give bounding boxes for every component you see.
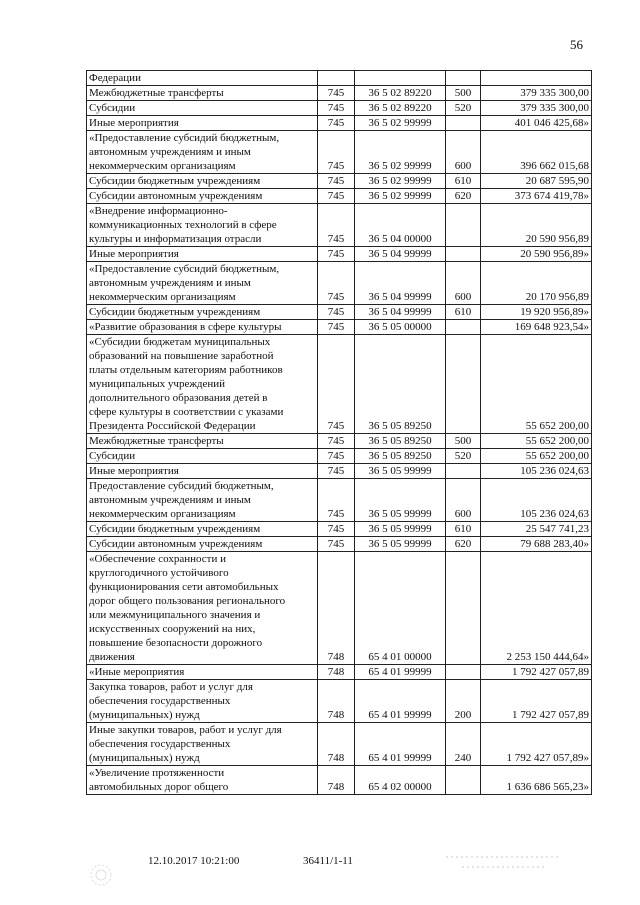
row-article-cell: 36 5 02 99999 <box>355 189 446 204</box>
table-row <box>87 116 592 131</box>
row-code-cell: 745 <box>318 434 355 449</box>
row-type-cell: 240 <box>446 723 481 766</box>
table-row <box>87 680 592 723</box>
row-type-cell: 610 <box>446 522 481 537</box>
table-row <box>87 320 592 335</box>
row-type-cell: 600 <box>446 479 481 522</box>
row-article-cell: 36 5 02 99999 <box>355 174 446 189</box>
row-article-cell: 36 5 05 99999 <box>355 479 446 522</box>
table-row <box>87 174 592 189</box>
table-row <box>87 335 592 434</box>
row-code-cell: 745 <box>318 101 355 116</box>
row-code-cell: 745 <box>318 305 355 320</box>
row-code-cell: 745 <box>318 189 355 204</box>
row-name-cell: Федерации <box>87 71 318 86</box>
row-code-cell: 748 <box>318 665 355 680</box>
row-type-cell: 610 <box>446 305 481 320</box>
table-row <box>87 537 592 552</box>
row-type-cell <box>446 552 481 665</box>
row-name-cell: Предоставление субсидий бюджетным, автономным учреждениям и иным некоммерческим организациям <box>87 479 318 522</box>
row-name-cell: Закупка товаров, работ и услуг для обеспечения государственных (муниципальных) нужд <box>87 680 318 723</box>
row-code-cell: 745 <box>318 537 355 552</box>
row-code-cell: 748 <box>318 723 355 766</box>
table-row <box>87 189 592 204</box>
budget-table <box>86 70 592 795</box>
row-code-cell: 745 <box>318 479 355 522</box>
row-code-cell: 745 <box>318 262 355 305</box>
row-name-cell: «Развитие образования в сфере культуры <box>87 320 318 335</box>
row-name-cell: Иные мероприятия <box>87 116 318 131</box>
table-row <box>87 71 592 86</box>
row-article-cell: 36 5 05 99999 <box>355 537 446 552</box>
row-name-cell: «Иные мероприятия <box>87 665 318 680</box>
row-amount-cell: 2 253 150 444,64» <box>481 552 592 665</box>
row-code-cell: 745 <box>318 522 355 537</box>
row-code-cell: 745 <box>318 335 355 434</box>
row-code-cell: 745 <box>318 464 355 479</box>
row-amount-cell: 55 652 200,00 <box>481 434 592 449</box>
table-row <box>87 434 592 449</box>
row-article-cell: 36 5 02 99999 <box>355 116 446 131</box>
row-article-cell: 65 4 01 00000 <box>355 552 446 665</box>
row-name-cell: Субсидии бюджетным учреждениям <box>87 305 318 320</box>
row-article-cell: 36 5 02 89220 <box>355 86 446 101</box>
row-type-cell: 610 <box>446 174 481 189</box>
table-row <box>87 262 592 305</box>
table-row <box>87 522 592 537</box>
footer-timestamp-block <box>148 855 277 867</box>
row-amount-cell: 19 920 956,89» <box>481 305 592 320</box>
row-amount-cell: 169 648 923,54» <box>481 320 592 335</box>
row-amount-cell: 55 652 200,00 <box>481 449 592 464</box>
row-amount-cell: 20 590 956,89» <box>481 247 592 262</box>
row-code-cell: 745 <box>318 131 355 174</box>
row-type-cell: 500 <box>446 86 481 101</box>
row-amount-cell <box>481 71 592 86</box>
footer-timestamp: 12.10.2017 10:21:00 <box>148 855 240 867</box>
row-code-cell: 745 <box>318 204 355 247</box>
row-article-cell: 36 5 05 99999 <box>355 522 446 537</box>
table-row <box>87 665 592 680</box>
table-row <box>87 766 592 795</box>
row-article-cell: 36 5 04 99999 <box>355 247 446 262</box>
row-amount-cell: 373 674 419,78» <box>481 189 592 204</box>
table-row <box>87 247 592 262</box>
row-amount-cell: 25 547 741,23 <box>481 522 592 537</box>
row-type-cell: 500 <box>446 434 481 449</box>
table-row <box>87 101 592 116</box>
row-name-cell: Субсидии <box>87 101 318 116</box>
row-type-cell: 200 <box>446 680 481 723</box>
row-amount-cell: 1 792 427 057,89 <box>481 665 592 680</box>
row-article-cell: 36 5 04 99999 <box>355 262 446 305</box>
row-name-cell: Субсидии бюджетным учреждениям <box>87 522 318 537</box>
table-row <box>87 305 592 320</box>
row-amount-cell: 20 170 956,89 <box>481 262 592 305</box>
faint-stamp-mark <box>88 862 114 888</box>
row-name-cell: Субсидии бюджетным учреждениям <box>87 174 318 189</box>
row-amount-cell: 1 636 686 565,23» <box>481 766 592 795</box>
row-amount-cell: 379 335 300,00 <box>481 101 592 116</box>
row-name-cell: Иные мероприятия <box>87 247 318 262</box>
row-code-cell: 748 <box>318 766 355 795</box>
table-row <box>87 86 592 101</box>
row-amount-cell: 1 792 427 057,89» <box>481 723 592 766</box>
table-row <box>87 464 592 479</box>
row-article-cell: 36 5 05 00000 <box>355 320 446 335</box>
row-type-cell <box>446 204 481 247</box>
table-row <box>87 131 592 174</box>
row-amount-cell: 20 590 956,89 <box>481 204 592 247</box>
page-number: 56 <box>570 37 583 52</box>
row-code-cell: 745 <box>318 320 355 335</box>
row-amount-cell: 79 688 283,40» <box>481 537 592 552</box>
row-article-cell: 65 4 02 00000 <box>355 766 446 795</box>
row-name-cell: Иные мероприятия <box>87 464 318 479</box>
row-article-cell <box>355 71 446 86</box>
row-article-cell: 36 5 02 89220 <box>355 101 446 116</box>
row-name-cell: Межбюджетные трансферты <box>87 434 318 449</box>
row-name-cell: «Субсидии бюджетам муниципальных образований на повышение заработной платы отдельным категориям работников муниципальных учреждений дополнительного образования детей в сфере культуры в соответствии с указами Президента Российской Федерации <box>87 335 318 434</box>
row-name-cell: Межбюджетные трансферты <box>87 86 318 101</box>
row-name-cell: «Обеспечение сохранности и круглогодичного устойчивого функционирования сети автомобильных дорог общего пользования регионального или межмуниципального значения и искусственных сооружений на них, повышение безопасности дорожного движения <box>87 552 318 665</box>
row-name-cell: Субсидии автономным учреждениям <box>87 537 318 552</box>
row-article-cell: 36 5 04 00000 <box>355 204 446 247</box>
row-type-cell: 620 <box>446 189 481 204</box>
row-amount-cell: 105 236 024,63 <box>481 479 592 522</box>
row-type-cell <box>446 320 481 335</box>
row-amount-cell: 396 662 015,68 <box>481 131 592 174</box>
row-code-cell: 745 <box>318 247 355 262</box>
table-row <box>87 449 592 464</box>
row-article-cell: 65 4 01 99999 <box>355 680 446 723</box>
row-type-cell <box>446 247 481 262</box>
row-type-cell <box>446 71 481 86</box>
row-article-cell: 36 5 05 99999 <box>355 464 446 479</box>
row-name-cell: «Увеличение протяженности автомобильных дорог общего <box>87 766 318 795</box>
row-name-cell: «Предоставление субсидий бюджетным, автономным учреждениям и иным некоммерческим организациям <box>87 262 318 305</box>
row-article-cell: 65 4 01 99999 <box>355 723 446 766</box>
row-type-cell <box>446 665 481 680</box>
row-amount-cell: 401 046 425,68» <box>481 116 592 131</box>
row-code-cell <box>318 71 355 86</box>
row-code-cell: 745 <box>318 86 355 101</box>
row-amount-cell: 55 652 200,00 <box>481 335 592 434</box>
row-amount-cell: 1 792 427 057,89 <box>481 680 592 723</box>
row-name-cell: «Предоставление субсидий бюджетным, автономным учреждениям и иным некоммерческим организациям <box>87 131 318 174</box>
faint-watermark <box>442 852 562 874</box>
row-type-cell <box>446 335 481 434</box>
row-amount-cell: 20 687 595,90 <box>481 174 592 189</box>
row-article-cell: 36 5 05 89250 <box>355 434 446 449</box>
footer-doc-code: 36411/1-11 <box>303 855 353 867</box>
row-code-cell: 745 <box>318 449 355 464</box>
table-row <box>87 552 592 665</box>
row-name-cell: Субсидии <box>87 449 318 464</box>
row-type-cell <box>446 116 481 131</box>
table-row <box>87 204 592 247</box>
table-row <box>87 479 592 522</box>
row-code-cell: 748 <box>318 680 355 723</box>
row-amount-cell: 105 236 024,63 <box>481 464 592 479</box>
row-article-cell: 36 5 04 99999 <box>355 305 446 320</box>
row-code-cell: 748 <box>318 552 355 665</box>
row-name-cell: Субсидии автономным учреждениям <box>87 189 318 204</box>
row-type-cell: 600 <box>446 262 481 305</box>
row-type-cell <box>446 464 481 479</box>
row-amount-cell: 379 335 300,00 <box>481 86 592 101</box>
table-row <box>87 723 592 766</box>
row-article-cell: 36 5 05 89250 <box>355 335 446 434</box>
row-type-cell: 520 <box>446 449 481 464</box>
row-type-cell <box>446 766 481 795</box>
row-article-cell: 36 5 05 89250 <box>355 449 446 464</box>
row-code-cell: 745 <box>318 174 355 189</box>
row-type-cell: 520 <box>446 101 481 116</box>
table-body <box>87 71 592 795</box>
row-name-cell: Иные закупки товаров, работ и услуг для обеспечения государственных (муниципальных) нужд <box>87 723 318 766</box>
row-article-cell: 65 4 01 99999 <box>355 665 446 680</box>
row-name-cell: «Внедрение информационно- коммуникационных технологий в сфере культуры и информатизация отрасли <box>87 204 318 247</box>
row-type-cell: 600 <box>446 131 481 174</box>
row-type-cell: 620 <box>446 537 481 552</box>
row-article-cell: 36 5 02 99999 <box>355 131 446 174</box>
row-code-cell: 745 <box>318 116 355 131</box>
